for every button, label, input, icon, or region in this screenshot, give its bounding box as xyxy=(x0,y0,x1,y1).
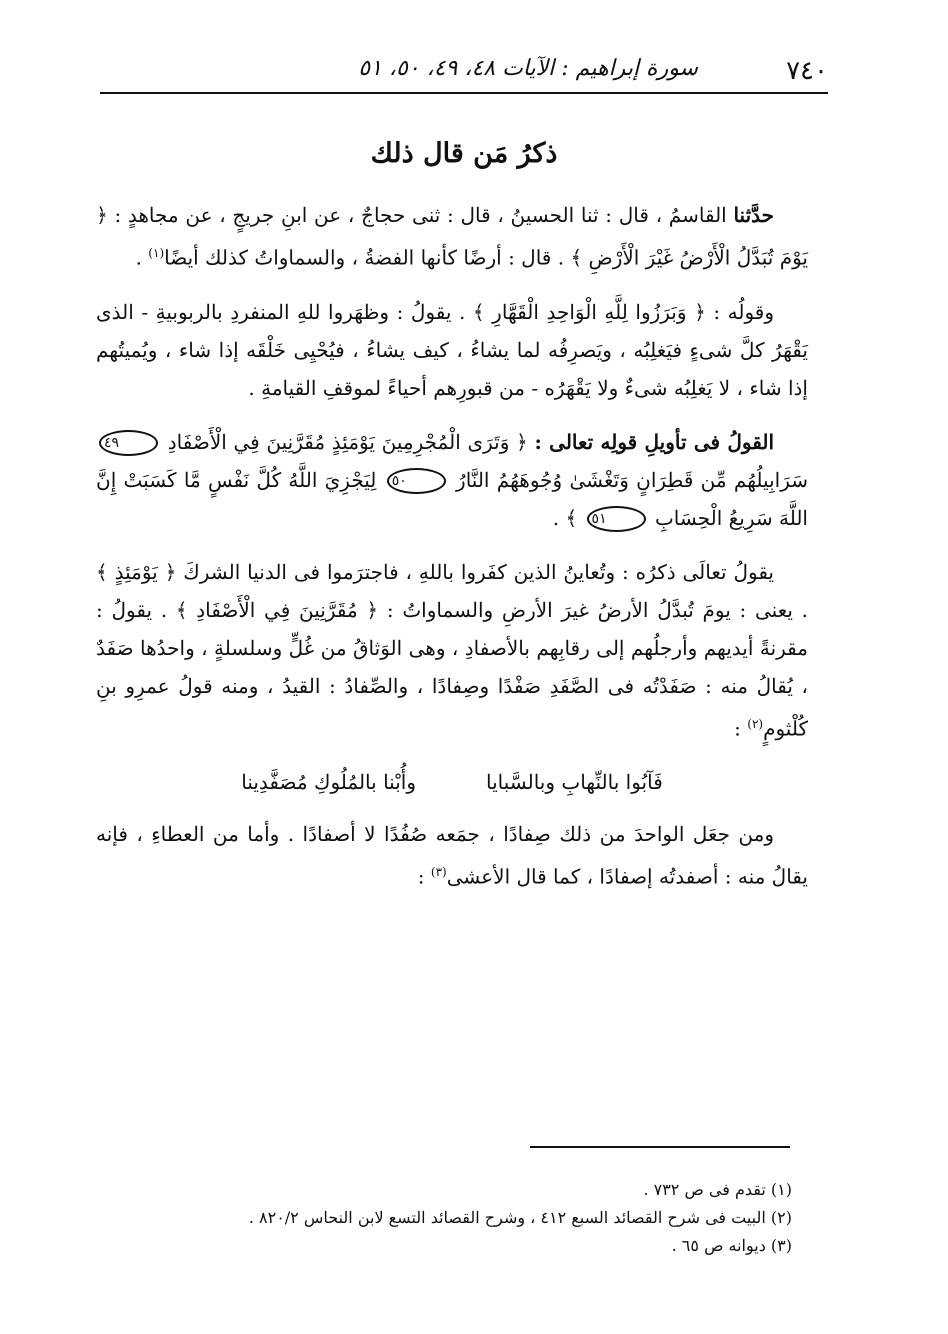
quran-quote-1: ﴿ يَوْمَ تُبَدَّلُ الْأَرْضُ غَيْرَ الْأَرْضِ ﴾ xyxy=(96,203,808,270)
paragraph-4-end: : xyxy=(734,716,741,741)
paragraph-3-lead: القولُ فى تأويلِ قولِه تعالى : xyxy=(534,429,775,454)
quran-quote-4a: ﴿ يَوْمَئِذٍ ﴾ xyxy=(96,559,177,584)
paragraph-5-end: : xyxy=(417,864,425,889)
ayah-number-50: ٥٠ xyxy=(387,468,446,494)
paragraph-4-text-b: . يعنى : يومَ تُبدَّلُ الأرضُ غيرَ الأرضِ والسماواتُ : xyxy=(386,597,809,622)
paragraph-3-end: ﴾ . xyxy=(552,505,578,530)
paragraph-4 xyxy=(96,553,808,748)
footnote-divider xyxy=(530,1146,790,1148)
paragraph-1-lead: حدَّثنا xyxy=(733,203,775,227)
section-heading: ذكرُ مَن قال ذلك xyxy=(370,138,558,169)
running-header xyxy=(100,52,828,94)
paragraph-5 xyxy=(96,815,808,896)
poetry-verse xyxy=(96,763,808,801)
paragraph-1-text-b: . قال : أرضًا كأنها الفضةُ ، والسماواتُ كذلك أيضًا xyxy=(164,245,565,270)
footnotes xyxy=(100,1176,792,1260)
paragraph-5-text-a: ومن جعَل الواحدَ من ذلك صِفادًا ، جمَعه صُفُدًا لا أصفادًا . وأما من العطاءِ ، فإنه يقالُ منه : أصفدتُه إصفادًا ، كما قال الأعشى xyxy=(96,822,808,889)
paragraph-2 xyxy=(96,293,808,407)
quran-quote-3b: سَرَابِيلُهُم مِّن قَطِرَانٍ وَتَغْشَىٰ وُجُوهَهُمُ النَّارُ xyxy=(456,467,809,492)
footnote-1: (١) تقدم فى ص ٧٣٢ . xyxy=(643,1180,792,1199)
paragraph-1-text-a: القاسمُ ، قال : ثنا الحسينُ ، قال : ثنى حجاجٌ ، عن ابنِ جريجٍ ، عن مجاهدٍ : xyxy=(114,203,727,227)
paragraph-4-text-c: . يقولُ : مقرنةً أيديهم وأرجلُهم إلى رقابِهم بالأصفادِ ، وهى الوَثاقُ من غُلٍّ وسلسلةٍ ، واحدُها صَفَدٌ ، يُقالُ منه : صَفَدْتُه فى الصَّفَدِ صَفْدًا وصِفادًا ، والصِّفادُ : القيدُ ، ومنه قولُ عمرِو بنِ كُلْثومٍ xyxy=(96,597,808,741)
paragraph-2-text-b: . يقولُ : وظهَروا للهِ المنفردِ بالربوبيةِ - الذى يَقْهَرُ كلَّ شىءٍ فيَغلِبُه ، ويَصرِفُه لما يشاءُ ، كيف يشاءُ ، فيُحْيِى خَلْقَه إذا شاء ، ويُميتُهم إذا شاء ، لا يَغلِبُه شىءٌ ولا يَقْهَرُه - من قبورِهم أحياءً لموقفِ القيامةِ . xyxy=(96,299,808,400)
verse-hemistich-left: وأُبْنا بالمُلُوكِ مُصَفَّدِينا xyxy=(241,770,416,795)
surah-title: سورة إبراهيم : الآيات ٤٨، ٤٩، ٥٠، ٥١ xyxy=(358,56,698,81)
paragraph-3 xyxy=(96,423,808,537)
paragraph-2-text-a: وقولُه : xyxy=(713,299,774,324)
footnote-2: (٢) البيت فى شرح القصائد السبع ٤١٢ ، وشرح القصائد التسع لابن النحاس ٨٢٠/٢ . xyxy=(248,1208,792,1227)
paragraph-4-text-a: يقولُ تعالَى ذكرُه : وتُعاينُ الذين كفَروا باللهِ ، فاجترَموا فى الدنيا الشركَ xyxy=(183,559,774,584)
paragraph-1 xyxy=(96,196,808,277)
page-number: ٧٤٠ xyxy=(786,56,828,86)
footnote-ref-2: (٢) xyxy=(747,716,764,731)
quran-quote-3a: ﴿ وَتَرَى الْمُجْرِمِينَ يَوْمَئِذٍ مُقَرَّنِينَ فِي الْأَصْفَادِ xyxy=(167,429,528,454)
footnote-3: (٣) ديوانه ص ٦٥ . xyxy=(671,1236,792,1255)
quran-quote-2: ﴿ وَبَرَزُوا لِلَّهِ الْوَاحِدِ الْقَهَّارِ ﴾ xyxy=(472,299,706,324)
verse-hemistich-right: فَآبُوا بالنِّهابِ وبالسَّبايا xyxy=(485,770,663,795)
ayah-number-51: ٥١ xyxy=(587,506,646,532)
quran-quote-3c: لِيَجْزِيَ اللَّهُ كُلَّ نَفْسٍ مَّا كَسَبَتْ إِنَّ اللَّهَ سَرِيعُ الْحِسَابِ xyxy=(96,467,808,530)
paragraph-1-end: . xyxy=(135,245,142,270)
quran-quote-4b: ﴿ مُقَرَّنِينَ فِي الْأَصْفَادِ ﴾ xyxy=(175,597,379,622)
footnote-ref-3: (٣) xyxy=(430,865,447,880)
main-text xyxy=(96,196,808,912)
ayah-number-49: ٤٩ xyxy=(99,430,158,456)
footnote-ref-1: (١) xyxy=(148,246,165,260)
